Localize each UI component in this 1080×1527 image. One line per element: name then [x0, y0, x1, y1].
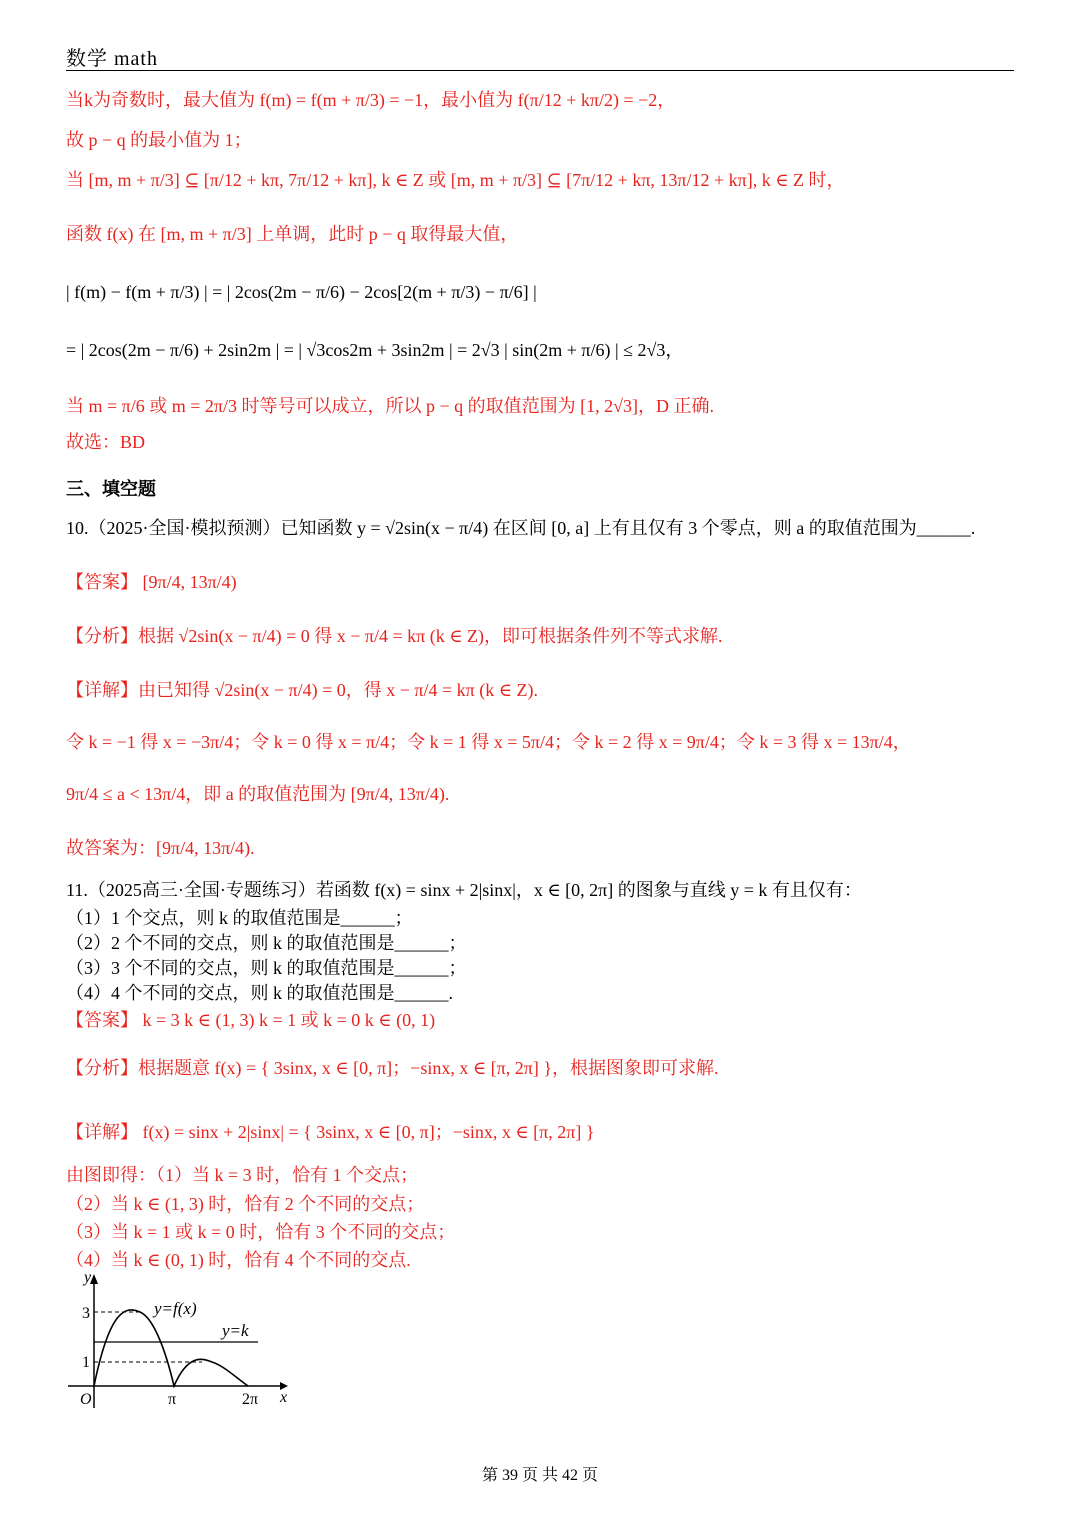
y-axis-arrow-icon	[90, 1274, 98, 1284]
text-line: 故 p − q 的最小值为 1；	[66, 130, 252, 150]
text-line: 当k为奇数时，最大值为 f(m) = f(m + π/3) = −1，最小值为 f(π/12 + kπ/2) = −2，	[66, 90, 676, 110]
function-graph	[62, 1268, 302, 1418]
text-line: （1）1 个交点，则 k 的取值范围是______；	[66, 908, 413, 928]
text-line: 三、填空题	[66, 479, 156, 499]
x-axis-label: x	[280, 1389, 288, 1406]
text-line: 【详解】由已知得 √2sin(x − π/4) = 0，得 x − π/4 = kπ (k ∈ Z).	[66, 680, 539, 700]
text-line: 令 k = −1 得 x = −3π/4；令 k = 0 得 x = π/4；令 k = 1 得 x = 5π/4；令 k = 2 得 x = 9π/4；令 k = 3 得 x = 13π/4，	[66, 732, 911, 752]
curve-label: y=f(x)	[154, 1299, 197, 1318]
text-line: 由图即得：（1）当 k = 3 时，恰有 1 个交点；	[66, 1165, 419, 1185]
header-title: 数学 math	[66, 48, 158, 70]
text-line: （3）当 k = 1 或 k = 0 时，恰有 3 个不同的交点；	[66, 1222, 456, 1242]
text-line: 【答案】 k = 3 k ∈ (1, 3) k = 1 或 k = 0 k ∈ (0, 1)	[66, 1010, 436, 1030]
text-line: 故选：BD	[66, 432, 146, 452]
text-line: 【分析】根据题意 f(x) = { 3sinx, x ∈ [0, π]；−sinx, x ∈ [π, 2π] }，根据图象即可求解.	[66, 1058, 719, 1078]
text-line: 【答案】 [9π/4, 13π/4)	[66, 572, 237, 592]
x-tick-pi: π	[168, 1391, 177, 1408]
text-line: （2）2 个不同的交点，则 k 的取值范围是______；	[66, 933, 467, 953]
text-line: （3）3 个不同的交点，则 k 的取值范围是______；	[66, 958, 467, 978]
page-footer: 第 39 页 共 42 页	[481, 1467, 598, 1484]
y-axis-label: y	[84, 1269, 92, 1286]
text-line: 函数 f(x) 在 [m, m + π/3] 上单调，此时 p − q 取得最大值，	[66, 224, 519, 244]
text-line: 【详解】 f(x) = sinx + 2|sinx| = { 3sinx, x ∈ [0, π]；−sinx, x ∈ [π, 2π] }	[66, 1122, 595, 1142]
text-line: 10.（2025·全国·模拟预测）已知函数 y = √2sin(x − π/4) 在区间 [0, a] 上有且仅有 3 个零点，则 a 的取值范围为______.	[66, 518, 976, 538]
text-line: （4）4 个不同的交点，则 k 的取值范围是______.	[66, 983, 453, 1003]
text-line: 当 [m, m + π/3] ⊆ [π/12 + kπ, 7π/12 + kπ], k ∈ Z 或 [m, m + π/3] ⊆ [7π/12 + kπ, 13π/12 + kπ], k ∈ Z 时，	[66, 170, 845, 190]
text-line: 11.（2025高三·全国·专题练习）若函数 f(x) = sinx + 2|sinx|，x ∈ [0, 2π] 的图象与直线 y = k 有且仅有：	[66, 880, 862, 900]
text-line: 9π/4 ≤ a < 13π/4，即 a 的取值范围为 [9π/4, 13π/4).	[66, 784, 450, 804]
text-line: | f(m) − f(m + π/3) | = | 2cos(2m − π/6) − 2cos[2(m + π/3) − π/6] |	[66, 282, 537, 302]
x-tick-2pi: 2π	[242, 1391, 259, 1408]
y-tick-1: 1	[82, 1354, 90, 1371]
text-line: （2）当 k ∈ (1, 3) 时，恰有 2 个不同的交点；	[66, 1194, 425, 1214]
y-tick-3: 3	[82, 1305, 90, 1322]
text-line: 当 m = π/6 或 m = 2π/3 时等号可以成立，所以 p − q 的取值范围为 [1, 2√3]，D 正确.	[66, 396, 714, 416]
text-line: 【分析】根据 √2sin(x − π/4) = 0 得 x − π/4 = kπ (k ∈ Z)，即可根据条件列不等式求解.	[66, 626, 723, 646]
text-line: 故答案为：[9π/4, 13π/4).	[66, 838, 255, 858]
line-label: y=k	[222, 1321, 249, 1340]
origin-label: O	[80, 1391, 92, 1408]
text-line: （4）当 k ∈ (0, 1) 时，恰有 4 个不同的交点.	[66, 1250, 411, 1270]
text-line: = | 2cos(2m − π/6) + 2sin2m | = | √3cos2m + 3sin2m | = 2√3 | sin(2m + π/6) | ≤ 2√3，	[66, 340, 684, 360]
header-rule	[66, 70, 1014, 71]
